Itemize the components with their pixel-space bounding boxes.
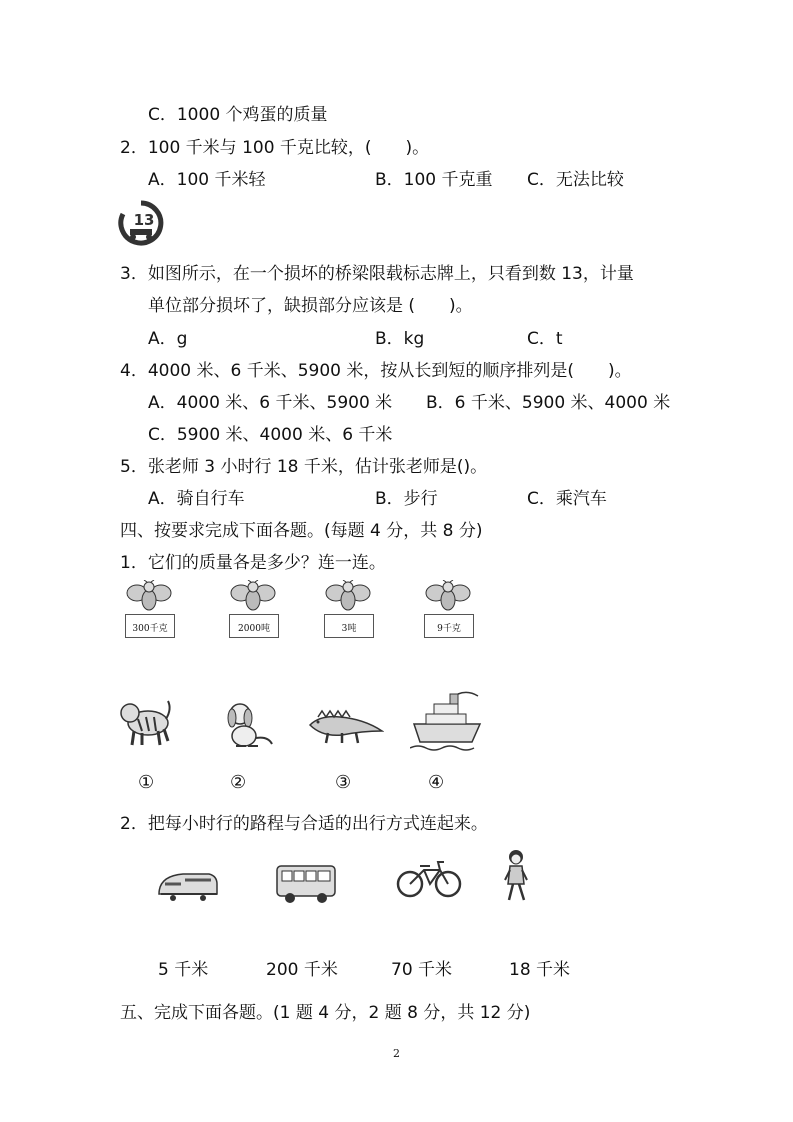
section5-title: 五、完成下面各题。(1 题 4 分，2 题 8 分，共 12 分) <box>120 1003 531 1023</box>
q3-stem-line1: 3．如图所示，在一个损坏的桥梁限载标志牌上，只看到数 13，计量 <box>120 264 634 284</box>
q4-option-b: B．6 千米、5900 米、4000 米 <box>426 393 671 413</box>
distance-4: 18 千米 <box>509 960 571 980</box>
q2-stem: 2．100 千米与 100 千克比较，( )。 <box>120 138 430 158</box>
animal-number-2: ② <box>230 772 247 793</box>
animal-number-1: ① <box>138 772 155 793</box>
bee-icon <box>230 580 276 614</box>
distance-3: 70 千米 <box>391 960 453 980</box>
q4-stem: 4．4000 米、6 千米、5900 米，按从长到短的顺序排列是( )。 <box>120 361 632 381</box>
high-speed-train-icon <box>155 868 219 904</box>
puppy-icon <box>222 700 276 750</box>
bicycle-icon <box>396 854 462 900</box>
q2-option-a: A．100 千米轻 <box>148 170 266 190</box>
q3-stem-line2: 单位部分损坏了，缺损部分应该是 ( )。 <box>148 296 473 316</box>
page-number: 2 <box>393 1047 400 1060</box>
bee-sign-3: 3吨 <box>324 614 374 638</box>
q5-stem: 5．张老师 3 小时行 18 千米，估计张老师是()。 <box>120 457 488 477</box>
q4-option-a: A．4000 米、6 千米、5900 米 <box>148 393 393 413</box>
animal-number-3: ③ <box>335 772 352 793</box>
q5-option-b: B．步行 <box>375 489 438 509</box>
bee-sign-1: 300千克 <box>125 614 175 638</box>
q3-option-b: B．kg <box>375 329 425 349</box>
sign-number: 13 <box>133 211 155 229</box>
section4-title: 四、按要求完成下面各题。(每题 4 分，共 8 分) <box>120 521 483 541</box>
tiger-icon <box>118 695 174 751</box>
bridge-load-sign-icon <box>118 200 164 246</box>
q2-option-b: B．100 千克重 <box>375 170 493 190</box>
distance-1: 5 千米 <box>158 960 209 980</box>
bee-sign-2: 2000吨 <box>229 614 279 638</box>
q4-option-c: C．5900 米、4000 米、6 千米 <box>148 425 393 445</box>
ship-icon <box>410 690 490 752</box>
q5-option-c: C．乘汽车 <box>527 489 607 509</box>
section4-q2-stem: 2．把每小时行的路程与合适的出行方式连起来。 <box>120 814 488 834</box>
bee-icon <box>325 580 371 614</box>
crocodile-icon <box>308 705 384 747</box>
bee-sign-4: 9千克 <box>424 614 474 638</box>
q3-option-c: C．t <box>527 329 563 349</box>
animal-number-4: ④ <box>428 772 445 793</box>
q5-option-a: A．骑自行车 <box>148 489 245 509</box>
bee-icon <box>126 580 172 614</box>
bee-icon <box>425 580 471 614</box>
bus-icon <box>274 860 340 906</box>
q1-option-c: C．1000 个鸡蛋的质量 <box>148 105 328 125</box>
walking-girl-icon <box>500 848 532 904</box>
section4-q1-stem: 1．它们的质量各是多少？连一连。 <box>120 553 386 573</box>
distance-2: 200 千米 <box>266 960 338 980</box>
q2-option-c: C．无法比较 <box>527 170 624 190</box>
q3-option-a: A．g <box>148 329 188 349</box>
